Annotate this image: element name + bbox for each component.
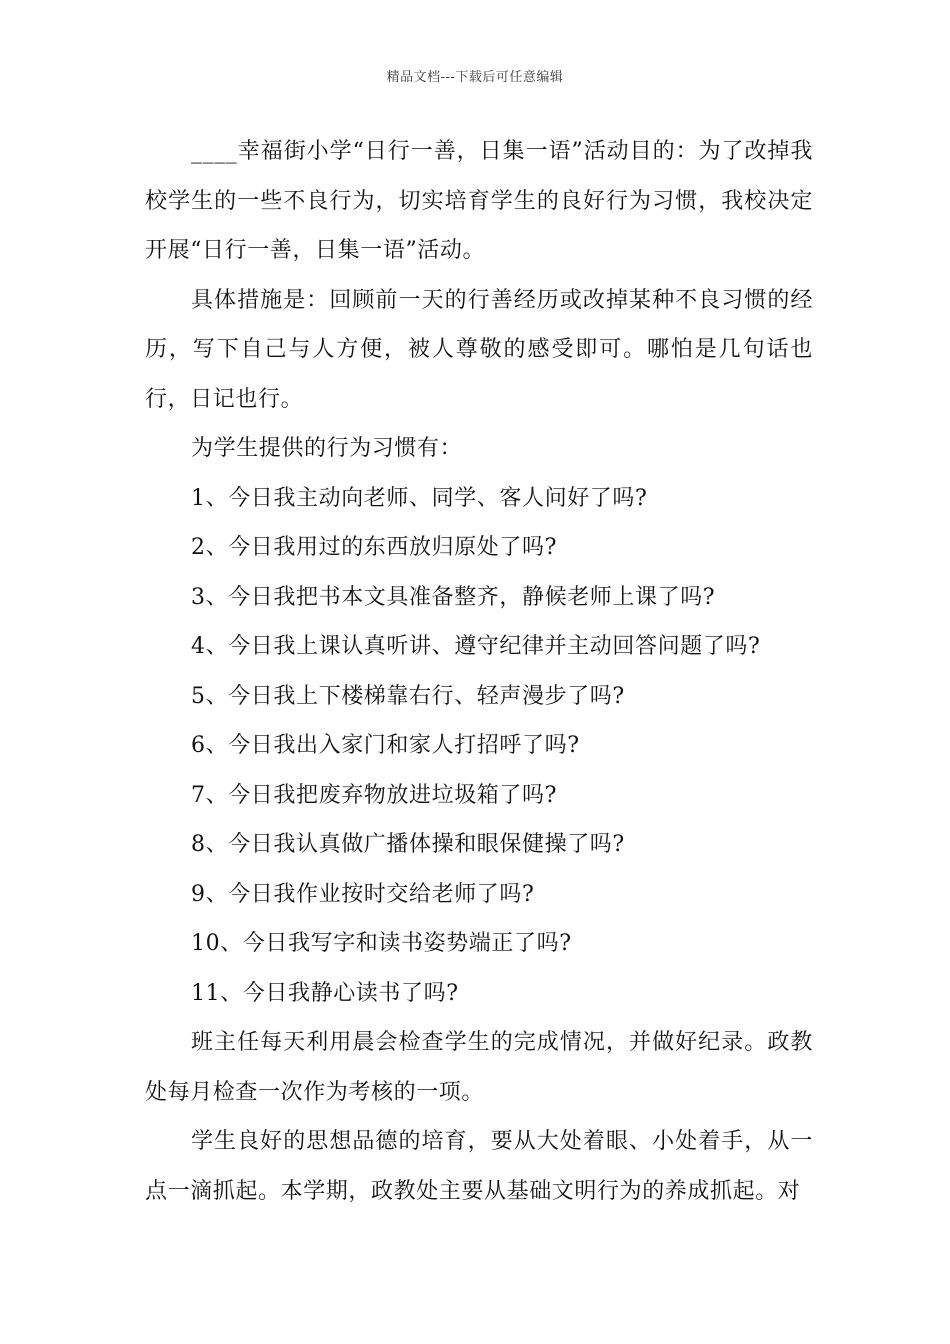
- paragraph-class-teacher: 班主任每天利用晨会检查学生的完成情况，并做好纪录。政教处每月检查一次作为考核的一项。: [145, 1030, 813, 1105]
- page-header: 精品文档---下载后可任意编辑: [386, 70, 564, 85]
- list-item: 6、今日我出入家门和家人打招呼了吗?: [191, 733, 580, 758]
- list-item: 10、今日我写字和读书姿势端正了吗?: [191, 931, 572, 956]
- paragraph-habits-intro: 为学生提供的行为习惯有：: [191, 436, 463, 461]
- paragraph-measures: 具体措施是：回顾前一天的行善经历或改掉某种不良习惯的经历，写下自己与人方便，被人尊敬的感受即可。哪怕是几句话也行，日记也行。: [145, 287, 813, 412]
- list-item: 1、今日我主动向老师、同学、客人问好了吗?: [191, 485, 648, 511]
- paragraph-purpose: ____幸福街小学“日行一善，日集一语”活动目的：为了改掉我校学生的一些不良行为，切实培育学生的良好行为习惯，我校决定开展“日行一善，日集一语”活动。: [145, 139, 813, 263]
- list-item: 5、今日我上下楼梯靠右行、轻声漫步了吗?: [191, 683, 625, 709]
- list-item: 2、今日我用过的东西放归原处了吗?: [191, 535, 557, 560]
- list-item: 4、今日我上课认真听讲、遵守纪律并主动回答问题了吗?: [191, 634, 761, 659]
- paragraph-moral-education: 学生良好的思想品德的培育，要从大处着眼、小处着手，从一点一滴抓起。本学期，政教处主要从基础文明行为的养成抓起。对: [145, 1129, 813, 1204]
- list-item: 11、今日我静心读书了吗?: [191, 980, 459, 1006]
- list-item: 7、今日我把废弃物放进垃圾箱了吗?: [191, 782, 557, 808]
- list-item: 3、今日我把书本文具准备整齐，静候老师上课了吗?: [191, 584, 716, 610]
- document-body: [145, 127, 813, 1216]
- list-item: 9、今日我作业按时交给老师了吗?: [191, 881, 535, 907]
- list-item: 8、今日我认真做广播体操和眼保健操了吗?: [191, 832, 625, 857]
